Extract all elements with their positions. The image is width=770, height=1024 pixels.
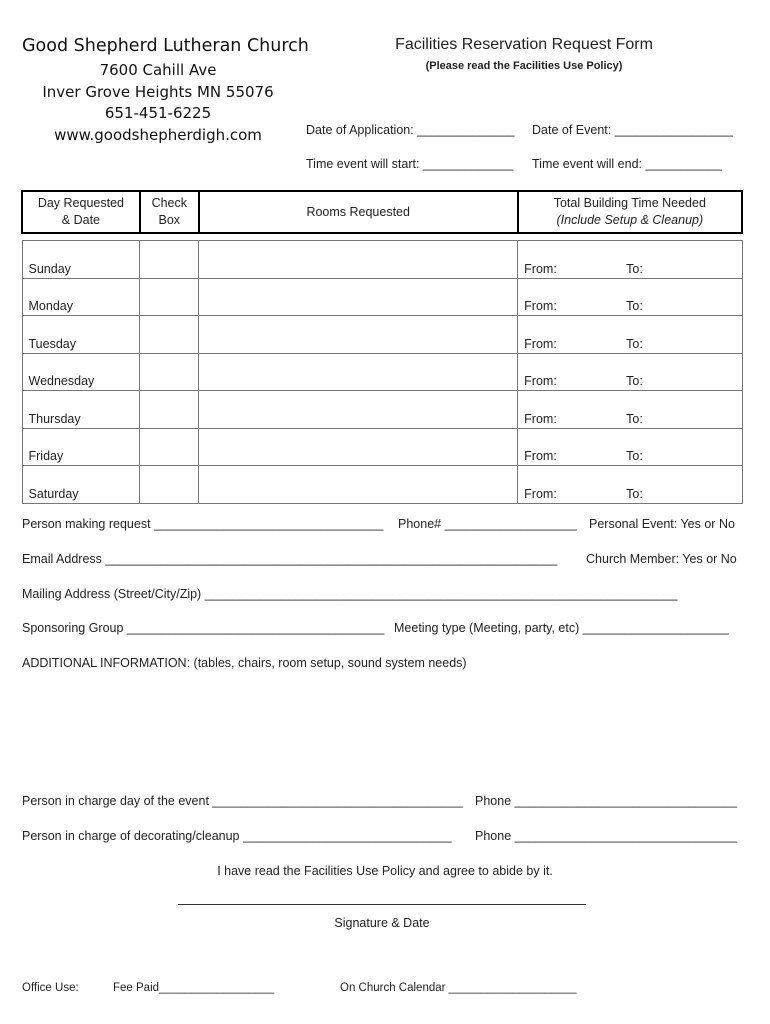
- rooms-cell[interactable]: [199, 391, 518, 429]
- check-box-cell[interactable]: [140, 353, 199, 391]
- check-box-cell[interactable]: [140, 241, 199, 279]
- header-check-line2: Box: [158, 213, 181, 227]
- email-field[interactable]: Email Address _________________________________________________________________: [22, 552, 558, 566]
- rooms-cell[interactable]: [199, 241, 518, 279]
- time-end-field[interactable]: Time event will end: ___________: [532, 157, 722, 171]
- to-label: To:: [626, 374, 643, 388]
- to-label: To:: [626, 411, 643, 426]
- time-cell[interactable]: [518, 278, 742, 316]
- phone-field[interactable]: Phone# ___________________: [398, 517, 577, 531]
- church-calendar-field[interactable]: On Church Calendar ____________________: [340, 982, 577, 994]
- check-box-cell[interactable]: [140, 428, 199, 466]
- from-label: From:: [524, 411, 557, 426]
- sponsoring-group-field[interactable]: Sponsoring Group _____________________________________: [22, 621, 385, 635]
- from-label: From:: [524, 261, 557, 276]
- day-cell: Monday: [22, 278, 140, 316]
- check-box-cell[interactable]: [140, 278, 199, 316]
- header-day-requested: [22, 191, 140, 233]
- time-cell[interactable]: [518, 391, 742, 429]
- day-cell: Friday: [22, 428, 140, 466]
- additional-info-label: ADDITIONAL INFORMATION: (tables, chairs, room setup, sound system needs): [22, 656, 467, 670]
- decorating-contact-field[interactable]: Person in charge of decorating/cleanup ______________________________: [22, 829, 452, 843]
- header-check-line1: Check: [151, 196, 187, 210]
- header-total-line2: (Include Setup & Cleanup): [556, 213, 704, 227]
- decorating-phone-field[interactable]: Phone ________________________________: [475, 829, 738, 843]
- table-row: [22, 316, 742, 354]
- header-total-time: [518, 191, 742, 233]
- header-rooms-label: Rooms Requested: [306, 204, 410, 219]
- to-label: To:: [626, 486, 643, 501]
- form-subtitle: (Please read the Facilities Use Policy): [425, 60, 623, 72]
- from-label: From:: [524, 374, 557, 388]
- time-start-field[interactable]: Time event will start: _____________: [306, 157, 514, 171]
- additional-info-area[interactable]: [22, 676, 742, 776]
- mailing-address-field[interactable]: Mailing Address (Street/City/Zip) ____________________________________________________________________: [22, 587, 678, 601]
- table-row: [22, 428, 742, 466]
- time-cell[interactable]: [518, 353, 742, 391]
- time-cell[interactable]: [518, 466, 742, 504]
- church-address: 7600 Cahill Ave: [99, 61, 217, 79]
- header-check-box: [140, 191, 199, 233]
- header-day-line1: Day Requested: [37, 196, 124, 210]
- church-phone: 651-451-6225: [104, 104, 212, 122]
- from-label: From:: [524, 449, 557, 463]
- date-of-application-field[interactable]: Date of Application: ______________: [306, 123, 515, 137]
- signature-line[interactable]: [178, 904, 586, 905]
- date-of-event-field[interactable]: Date of Event: _________________: [532, 123, 733, 137]
- day-cell: Saturday: [22, 466, 140, 504]
- check-box-cell[interactable]: [140, 391, 199, 429]
- header-rooms-requested: [199, 191, 518, 233]
- rooms-cell[interactable]: [199, 316, 518, 354]
- day-cell: Sunday: [22, 241, 140, 279]
- agreement-statement: I have read the Facilities Use Policy and agree to abide by it.: [217, 864, 553, 878]
- day-cell: Thursday: [22, 391, 140, 429]
- person-in-charge-phone-field[interactable]: Phone ________________________________: [475, 794, 738, 808]
- office-use-label: Office Use:: [22, 982, 79, 994]
- personal-event-field[interactable]: Personal Event: Yes or No: [589, 517, 735, 531]
- from-label: From:: [524, 486, 557, 501]
- from-label: From:: [524, 299, 557, 313]
- rooms-cell[interactable]: [199, 466, 518, 504]
- header-day-line2: & Date: [61, 213, 101, 227]
- header-total-line1: Total Building Time Needed: [553, 196, 706, 210]
- church-city: Inver Grove Heights MN 55076: [42, 83, 274, 101]
- rooms-cell[interactable]: [199, 278, 518, 316]
- person-in-charge-field[interactable]: Person in charge day of the event ____________________________________: [22, 794, 463, 808]
- church-member-field[interactable]: Church Member: Yes or No: [586, 552, 737, 566]
- reservation-table: [21, 190, 743, 504]
- table-row: [22, 391, 742, 429]
- form-title: Facilities Reservation Request Form: [395, 36, 653, 53]
- day-cell: Wednesday: [22, 353, 140, 391]
- signature-date-label: Signature & Date: [334, 916, 430, 930]
- check-box-cell[interactable]: [140, 466, 199, 504]
- person-making-request-field[interactable]: Person making request _________________________________: [22, 517, 384, 531]
- to-label: To:: [626, 336, 643, 351]
- church-website: www.goodshepherdigh.com: [54, 126, 262, 144]
- table-row: [22, 278, 742, 316]
- table-row: [22, 241, 742, 279]
- time-cell[interactable]: [518, 316, 742, 354]
- to-label: To:: [626, 299, 643, 313]
- church-name: Good Shepherd Lutheran Church: [22, 36, 309, 56]
- rooms-cell[interactable]: [199, 353, 518, 391]
- table-row: [22, 466, 742, 504]
- time-cell[interactable]: [518, 428, 742, 466]
- table-header-row: [22, 191, 742, 233]
- time-cell[interactable]: [518, 241, 742, 279]
- fee-paid-field[interactable]: Fee Paid__________________: [113, 982, 275, 994]
- to-label: To:: [626, 449, 643, 463]
- to-label: To:: [626, 261, 643, 276]
- table-row: [22, 353, 742, 391]
- day-cell: Tuesday: [22, 316, 140, 354]
- meeting-type-field[interactable]: Meeting type (Meeting, party, etc) _____________________: [394, 621, 729, 635]
- check-box-cell[interactable]: [140, 316, 199, 354]
- from-label: From:: [524, 336, 557, 351]
- rooms-cell[interactable]: [199, 428, 518, 466]
